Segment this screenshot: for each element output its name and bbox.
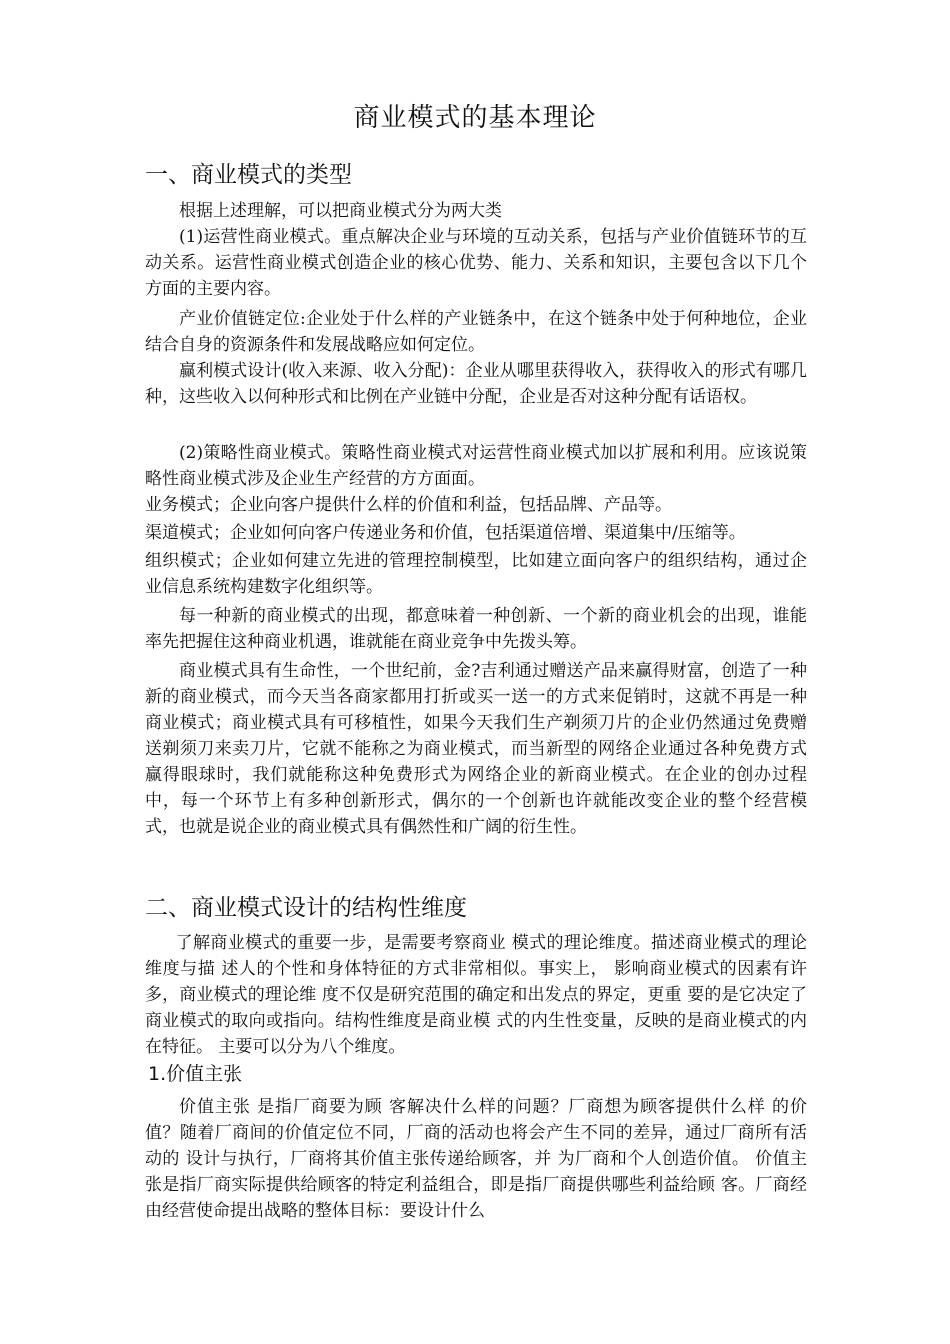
paragraph: 根据上述理解，可以把商业模式分为两大类 (179, 201, 502, 221)
paragraph: 每一种新的商业模式的出现，都意味着一种创新、一个新的商业机会的出现，谁能率先把握住这种商业机遇，谁就能在商业竞争中先拨头筹。 (145, 606, 807, 652)
paragraph: 赢利模式设计(收入来源、收入分配)：企业从哪里获得收入，获得收入的形式有哪几种，这些收入以何种形式和比例在产业链中分配，企业是否对这种分配有话语权。 (145, 361, 807, 407)
paragraph: (1)运营性商业模式。重点解决企业与环境的互动关系，包括与产业价值链环节的互动关系。运营性商业模式创造企业的核心优势、能力、关系和知识，主要包含以下几个方面的主要内容。 (145, 227, 807, 299)
paragraph: 渠道模式；企业如何向客户传递业务和价值，包括渠道倍增、渠道集中/压缩等。 (145, 523, 746, 543)
paragraph: (2)策略性商业模式。策略性商业模式对运营性商业模式加以扩展和利用。应该说策略性商业模式涉及企业生产经营的方方面面。 (145, 443, 807, 489)
paragraph: 业务模式；企业向客户提供什么样的价值和利益，包括品牌、产品等。 (145, 495, 672, 515)
paragraph: 产业价值链定位:企业处于什么样的产业链条中，在这个链条中处于何种地位，企业结合自身的资源条件和发展战略应如何定位。 (145, 309, 807, 355)
section-heading-types: 一、商业模式的类型 (145, 162, 352, 188)
subsection-heading-value-proposition: 1.价值主张 (148, 1063, 243, 1085)
paragraph: 了解商业模式的重要一步，是需要考察商业 模式的理论维度。描述商业模式的理论维度与描 述人的个性和身体特征的方式非常相似。事实上， 影响商业模式的因素有许多，商业模式的理论维 度不仅是研究范围的确定和出发点的界定，更重 要的是它决定了商业模式的取向或指向。结构性维度是商业模 式的内生性变量，反映的是商业模式的内在特征。 主要可以分为八个维度。 (145, 933, 807, 1057)
paragraph: 价值主张 是指厂商要为顾 客解决什么样的问题？厂商想为顾客提供什么样 的价值？随着厂商间的价值定位不同，厂商的活动也将会产生不同的差异，通过厂商所有活动的 设计与执行，厂商将其价值主张传递给顾客，并 为厂商和个人创造价值。 价值主张是指厂商实际提供给顾客的特定利益组合，即是指厂商提供哪些利益给顾 客。厂商经由经营使命提出战略的整体目标：要设计什么 (145, 1097, 807, 1221)
paragraph: 商业模式具有生命性，一个世纪前，金?吉利通过赠送产品来赢得财富，创造了一种新的商业模式，而今天当各商家都用打折或买一送一的方式来促销时，这就不再是一种商业模式；商业模式具有可移植性，如果今天我们生产剃须刀片的企业仍然通过免费赠送剃须刀来卖刀片，它就不能称之为商业模式，而当新型的网络企业通过各种免费方式赢得眼球时，我们就能称这种免费形式为网络企业的新商业模式。在企业的创办过程中，每一个环节上有多种创新形式，偶尔的一个创新也许就能改变企业的整个经营模式，也就是说企业的商业模式具有偶然性和广阔的衍生性。 (145, 661, 807, 837)
paragraph: 组织模式；企业如何建立先进的管理控制模型，比如建立面向客户的组织结构，通过企业信息系统构建数字化组织等。 (145, 551, 807, 597)
document-title: 商业模式的基本理论 (353, 103, 597, 133)
section-heading-dimensions: 二、商业模式设计的结构性维度 (145, 895, 467, 921)
